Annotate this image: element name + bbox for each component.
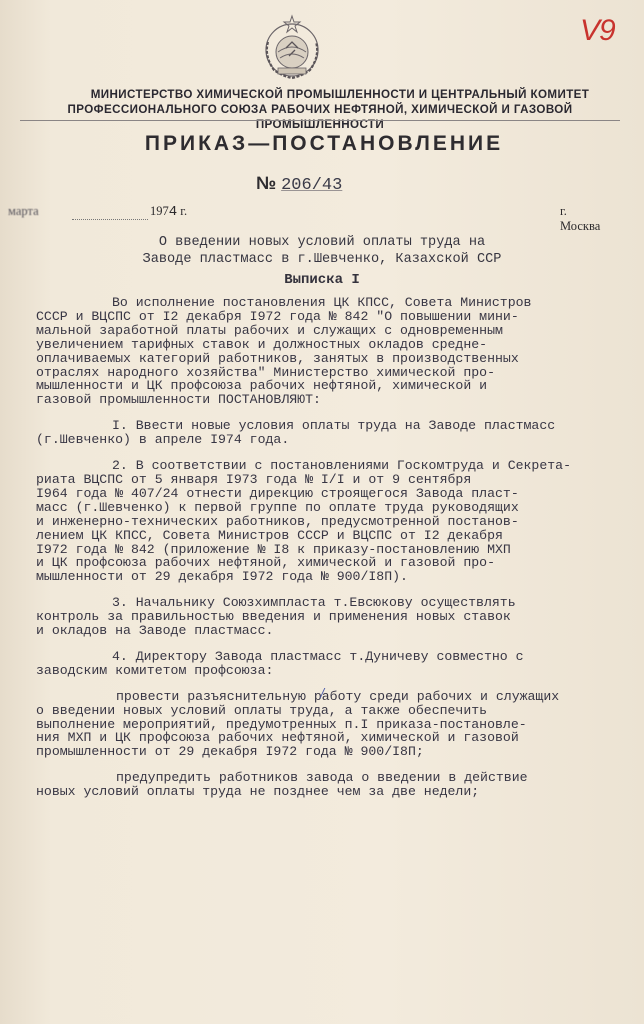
document-number [256, 173, 342, 195]
number-label: № [256, 173, 277, 193]
archive-mark: V9 [580, 14, 615, 47]
subject-line-1: О введении новых условий оплаты труда на [158, 235, 486, 250]
paragraph-2: 2. В соответствии с постановлениями Госкомтруда и Секрета- риата ВЦСПС от 5 января I973 года № I/I и от 9 сентября I964 года № 407/24 отнести дирекцию строящегося Завода пласт- масс (г.Шевченко) к первой группе по оплате труда руководящих и инженерно-технических работников, предусмотренной постанов- лением ЦК КПСС, Совета Министров СССР и ВЦСПС от I2 декабря I972 года № 842 (приложение № I8 к приказу-постановлению МХП и ЦК профсоюза рабочих нефтяной, химической и газовой про- мышленности от 29 декабря I972 года № 900/I8П). [36, 458, 571, 585]
subject-line-2: Заводе пластмасс в г.Шевченко, Казахской ССР [142, 252, 502, 267]
date-line [8, 202, 601, 233]
ministry-header [20, 87, 620, 132]
document-subject [0, 234, 644, 268]
header-divider [20, 120, 620, 121]
paragraph-1: I. Ввести новые условия оплаты труда на Заводе пластмасс (г.Шевченко) в апреле I974 года. [36, 418, 556, 448]
ministry-line-1: МИНИСТЕРСТВО ХИМИЧЕСКОЙ ПРОМЫШЛЕННОСТИ И ЦЕНТРАЛЬНЫЙ КОМИТЕТ [90, 88, 590, 101]
document-title: ПРИКАЗ—ПОСТАНОВЛЕНИЕ [144, 132, 504, 155]
ministry-line-2: ПРОФЕССИОНАЛЬНОГО СОЮЗА РАБОЧИХ НЕФТЯНОЙ, ХИМИЧЕСКОЙ И ГАЗОВОЙ ПРОМЫШЛЕННОСТИ [67, 103, 573, 131]
date-month: марта [8, 204, 39, 218]
date-year-typed: 4 [168, 204, 178, 220]
state-emblem-icon [256, 12, 328, 84]
paragraph-4: 4. Директору Завода пластмасс т.Дуничеву совместно с заводским комитетом профсоюза: [36, 648, 524, 678]
number-value: 206/43 [281, 176, 343, 195]
paragraph-4-item-1: провести разъяснительную работу среди рабочих и служащих о введении новых условий оплаты труда, а также обеспечить выполнение мероприятий, предумотренных п.I приказа-постановле- ния МХП и ЦК профсоюза рабочих нефтяной, химической и газовой промышленности от 29 декабря I972 года № 900/I8П; [36, 688, 560, 760]
paragraph-4-item-2: предупредить работников завода о введении в действие новых условий оплаты труда не позднее чем за две недели; [36, 770, 528, 800]
paragraph-preamble: Во исполнение постановления ЦК КПСС, Совета Министров СССР и ВЦСПС от I2 декабря I972 года № 842 "О повышении мини- мальной заработной платы рабочих и служащих с одновременным увеличением тарифных ставок и должностных окладов средне- оплачиваемых категорий работников, занятых в производственных отраслях народного хозяйства" Министерство химической про- мышленности и ЦК профсоюза рабочих нефтяной, химической и газовой промышленности ПОСТАНОВЛЯЮТ: [36, 295, 532, 408]
document-body [36, 296, 636, 799]
date-underline [72, 219, 148, 220]
city: г. Москва [560, 204, 601, 233]
date-year-prefix: 197 [150, 204, 169, 218]
paragraph-3: 3. Начальнику Союзхимпласта т.Евсюкову осуществлять контроль за правильностью введения и применения новых ставок и окладов на Заводе пластмасс. [36, 595, 516, 639]
date-year [150, 204, 187, 220]
extract-heading: Выписка I [284, 272, 360, 288]
date-year-suffix: г. [177, 204, 188, 218]
